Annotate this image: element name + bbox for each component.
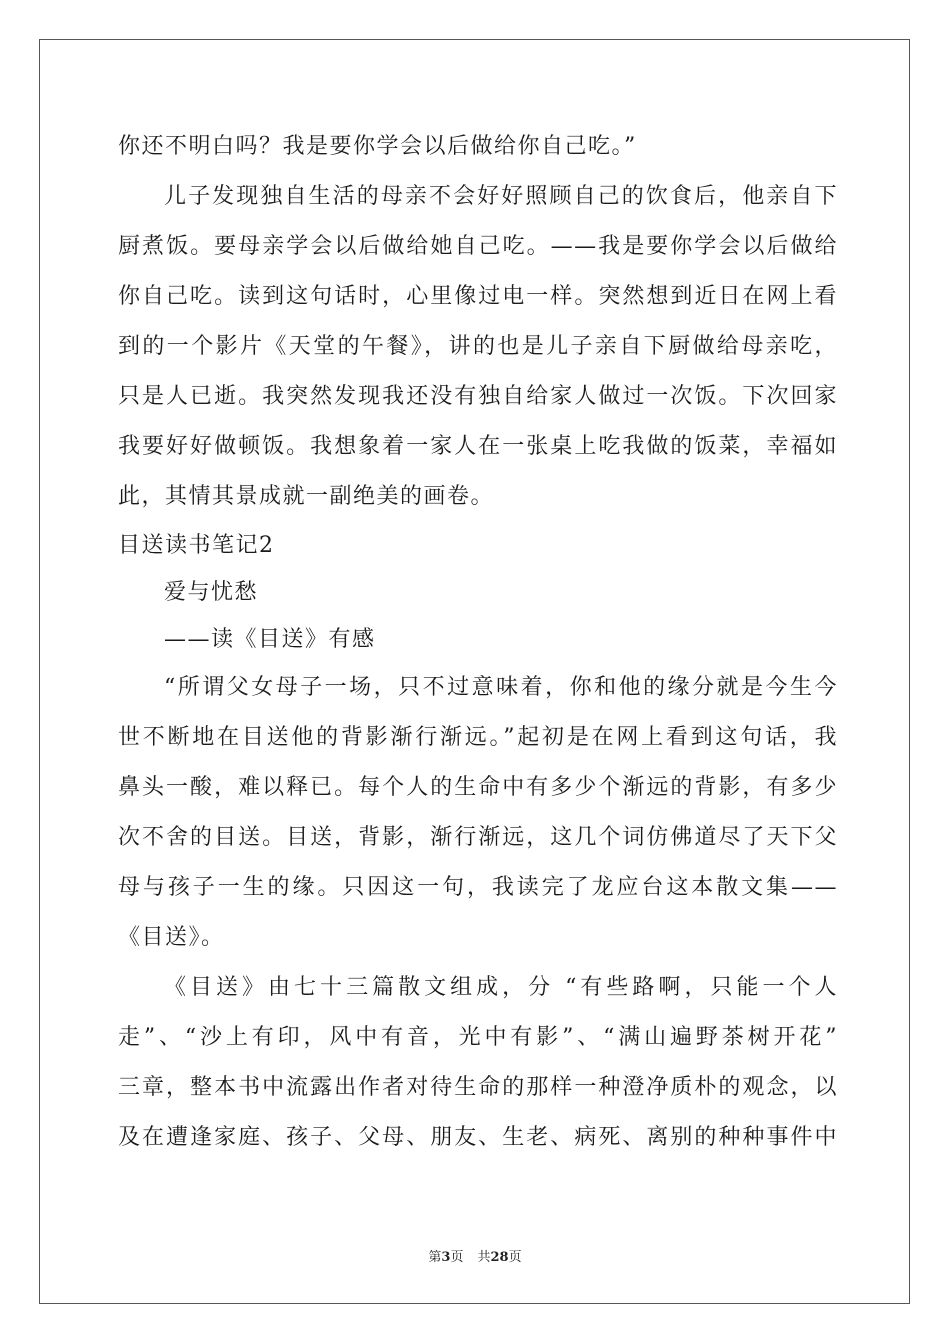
text-line: 母与孩子一生的缘。只因这一句，我读完了龙应台这本散文集——	[118, 875, 838, 900]
section-heading: 目送读书笔记2	[118, 533, 275, 558]
text-line: 三章，整本书中流露出作者对待生命的那样一种澄净质朴的观念，以	[118, 1075, 838, 1100]
text-line: 《目送》由七十三篇散文组成，分 “有些路啊，只能一个人	[164, 975, 838, 1000]
text-line: “所谓父女母子一场，只不过意味着，你和他的缘分就是今生今	[164, 675, 838, 700]
total-prefix: 共	[477, 1250, 491, 1265]
page-prefix: 第	[428, 1250, 442, 1265]
text-line: 我要好好做顿饭。我想象着一家人在一张桌上吃我做的饭菜，幸福如	[118, 434, 838, 459]
text-line: 《目送》。	[118, 925, 225, 950]
page-suffix: 页	[450, 1250, 464, 1265]
essay-title: 爱与忧愁	[164, 580, 259, 605]
text-line: 你自己吃。读到这句话时，心里像过电一样。突然想到近日在网上看	[118, 284, 838, 309]
page-footer	[0, 1246, 950, 1265]
document-body	[118, 122, 838, 1163]
text-line: 及在遭逢家庭、孩子、父母、朋友、生老、病死、离别的种种事件中	[118, 1125, 838, 1150]
text-line: 你还不明白吗？我是要你学会以后做给你自己吃。”	[118, 134, 637, 159]
essay-subtitle: ——读《目送》有感	[164, 627, 376, 652]
text-line: 厨煮饭。要母亲学会以后做给她自己吃。——我是要你学会以后做给	[118, 234, 838, 259]
page-current: 3	[441, 1250, 451, 1265]
page-total: 28	[490, 1250, 509, 1265]
text-line: 到的一个影片《天堂的午餐》，讲的也是儿子亲自下厨做给母亲吃，	[118, 334, 838, 359]
text-line: 世不断地在目送他的背影渐行渐远。”起初是在网上看到这句话，我	[118, 725, 838, 750]
text-line: 走”、“沙上有印，风中有音，光中有影”、“满山遍野茶树开花”	[118, 1025, 838, 1050]
text-line: 只是人已逝。我突然发现我还没有独自给家人做过一次饭。下次回家	[118, 384, 838, 409]
text-line: 此，其情其景成就一副绝美的画卷。	[118, 484, 495, 509]
text-line: 儿子发现独自生活的母亲不会好好照顾自己的饮食后，他亲自下	[164, 184, 838, 209]
text-line: 鼻头一酸，难以释已。每个人的生命中有多少个渐远的背影，有多少	[118, 775, 838, 800]
text-line: 次不舍的目送。目送，背影，渐行渐远，这几个词仿佛道尽了天下父	[118, 825, 838, 850]
total-suffix: 页	[508, 1250, 522, 1265]
